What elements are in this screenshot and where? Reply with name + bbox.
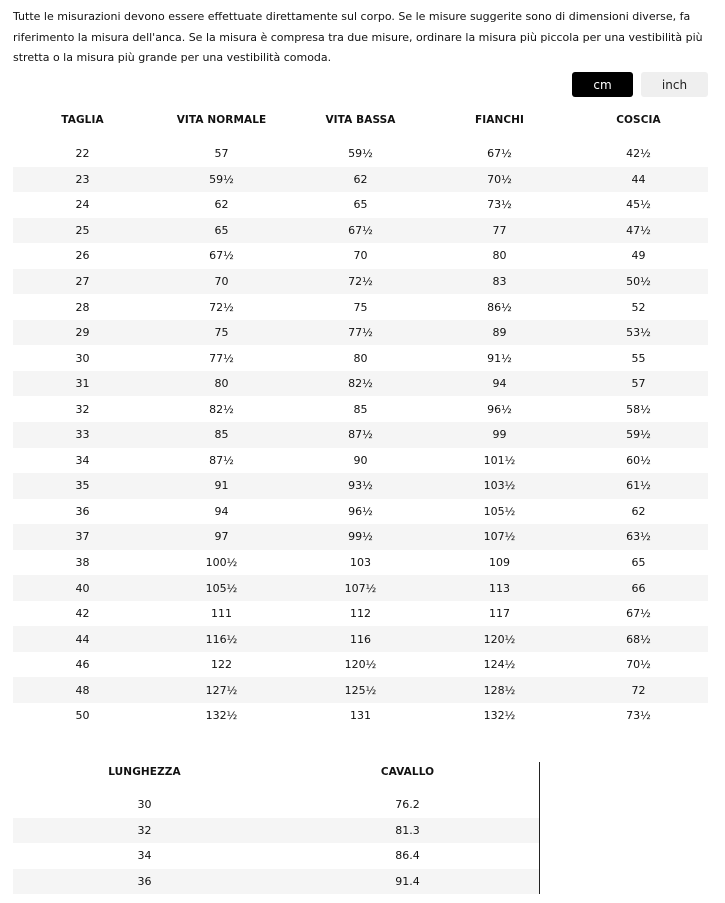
table-cell: 50 [75, 709, 90, 723]
table-cell: 68½ [626, 632, 651, 646]
unit-inch-button[interactable]: inch [641, 72, 708, 97]
table-cell: 36 [137, 874, 152, 888]
table-cell: 112 [350, 607, 371, 621]
table-row [13, 703, 708, 729]
table-cell: 70½ [626, 658, 651, 672]
table-cell: 87½ [209, 453, 234, 467]
table-cell: 120½ [483, 632, 516, 646]
table-cell: 86½ [487, 300, 512, 314]
table-row [13, 677, 708, 703]
length-table-header [13, 756, 539, 788]
table-cell: 81.3 [395, 823, 420, 837]
table-cell: 127½ [205, 683, 238, 697]
table-row [13, 269, 708, 295]
table-cell: 62 [214, 198, 229, 212]
table-row [13, 792, 539, 818]
table-cell: 122 [211, 658, 232, 672]
table-cell: 32 [137, 823, 152, 837]
table-cell: 76.2 [395, 798, 420, 812]
table-cell: 77 [492, 223, 507, 237]
unit-cm-button[interactable]: cm [572, 72, 633, 97]
table-cell: 87½ [348, 428, 373, 442]
table-cell: 59½ [626, 428, 651, 442]
table-cell: 57 [631, 377, 646, 391]
table-cell: 27 [75, 275, 90, 288]
table-row [13, 448, 708, 474]
table-row [13, 192, 708, 218]
table-row [13, 141, 708, 167]
table-cell: 72½ [209, 300, 234, 314]
table-cell: 80 [214, 377, 229, 391]
table-cell: 50½ [626, 275, 651, 288]
table-cell: 26 [75, 249, 90, 263]
table-cell: 65 [214, 223, 229, 237]
table-cell: 57 [214, 147, 229, 161]
table-cell: 103 [350, 556, 371, 570]
table-cell: 103½ [483, 479, 516, 493]
table-cell: 91 [214, 479, 229, 493]
table-row [13, 167, 708, 193]
table-cell: 132½ [483, 709, 516, 723]
table-row [13, 396, 708, 422]
table-cell: 62 [631, 504, 646, 518]
column-header-cavallo: CAVALLO [380, 766, 435, 778]
table-row [13, 550, 708, 576]
table-row [13, 652, 708, 678]
table-cell: 96½ [348, 504, 373, 518]
table-cell: 22 [75, 147, 90, 161]
table-cell: 105½ [205, 581, 238, 595]
table-cell: 96½ [487, 402, 512, 416]
table-cell: 63½ [626, 530, 651, 544]
table-cell: 131 [350, 709, 371, 723]
table-cell: 34 [137, 849, 152, 863]
table-cell: 86.4 [395, 849, 420, 863]
table-cell: 42½ [626, 147, 651, 161]
table-cell: 25 [75, 223, 90, 237]
table-cell: 67½ [209, 249, 234, 263]
table-cell: 65 [353, 198, 368, 212]
table-cell: 94 [214, 504, 229, 518]
table-cell: 93½ [348, 479, 373, 493]
unit-toggle [572, 72, 708, 97]
table-cell: 46 [75, 658, 90, 672]
table-cell: 37 [75, 530, 90, 544]
table-cell: 65 [631, 556, 646, 570]
table-cell: 31 [75, 377, 90, 391]
table-cell: 28 [75, 300, 90, 314]
table-cell: 62 [353, 172, 368, 186]
table-cell: 73½ [487, 198, 512, 212]
table-cell: 44 [631, 172, 646, 186]
column-header-fianchi: FIANCHI [474, 114, 525, 126]
table-cell: 70 [214, 275, 229, 288]
table-cell: 125½ [344, 683, 377, 697]
table-cell: 73½ [626, 709, 651, 723]
table-cell: 53½ [626, 326, 651, 340]
table-cell: 70 [353, 249, 368, 263]
table-cell: 77½ [209, 351, 234, 365]
table-cell: 132½ [205, 709, 238, 723]
table-cell: 128½ [483, 683, 516, 697]
table-cell: 101½ [483, 453, 516, 467]
table-cell: 94 [492, 377, 507, 391]
table-row [13, 818, 539, 844]
table-cell: 105½ [483, 504, 516, 518]
column-header-taglia: TAGLIA [61, 114, 104, 126]
table-row [13, 499, 708, 525]
table-cell: 40 [75, 581, 90, 595]
table-row [13, 218, 708, 244]
table-cell: 30 [137, 798, 152, 812]
table-cell: 107½ [483, 530, 516, 544]
table-row [13, 524, 708, 550]
table-cell: 67½ [487, 147, 512, 161]
table-cell: 80 [353, 351, 368, 365]
table-cell: 111 [211, 607, 232, 621]
table-cell: 55 [631, 351, 646, 365]
table-cell: 82½ [348, 377, 373, 391]
table-cell: 116½ [205, 632, 238, 646]
table-cell: 124½ [483, 658, 516, 672]
size-table [13, 103, 708, 729]
table-cell: 38 [75, 556, 90, 570]
table-cell: 99 [492, 428, 507, 442]
table-cell: 66 [631, 581, 646, 595]
table-cell: 70½ [487, 172, 512, 186]
table-cell: 36 [75, 504, 90, 518]
table-divider [539, 762, 540, 894]
table-row [13, 843, 539, 869]
table-cell: 116 [350, 632, 371, 646]
table-cell: 100½ [205, 556, 238, 570]
table-cell: 72 [631, 683, 646, 697]
table-cell: 32 [75, 402, 90, 416]
column-header-vita-normale: VITA NORMALE [176, 114, 267, 126]
table-cell: 72½ [348, 275, 373, 288]
table-cell: 75 [214, 326, 229, 340]
table-cell: 29 [75, 326, 90, 340]
table-cell: 85 [214, 428, 229, 442]
table-row [13, 869, 539, 895]
table-cell: 117 [489, 607, 510, 621]
table-cell: 59½ [348, 147, 373, 161]
table-cell: 91.4 [395, 874, 420, 888]
table-cell: 113 [489, 581, 510, 595]
table-row [13, 345, 708, 371]
table-cell: 67½ [626, 607, 651, 621]
table-row [13, 601, 708, 627]
table-cell: 83 [492, 275, 507, 288]
size-guide-instructions: Tutte le misurazioni devono essere effettuate direttamente sul corpo. Se le misure suggerite sono di dimensioni diverse, fa riferimento la misura dell'anca. Se la misura è compresa tra due misure, ordinare la misura più piccola per una vestibilità più stretta o la misura più grande per una vestibilità comoda. [13, 10, 703, 64]
table-cell: 23 [75, 172, 90, 186]
size-table-header [13, 103, 708, 137]
table-row [13, 473, 708, 499]
table-cell: 75 [353, 300, 368, 314]
table-cell: 45½ [626, 198, 651, 212]
table-cell: 59½ [209, 172, 234, 186]
table-cell: 91½ [487, 351, 512, 365]
table-cell: 89 [492, 326, 507, 340]
table-cell: 67½ [348, 223, 373, 237]
table-row [13, 575, 708, 601]
table-cell: 85 [353, 402, 368, 416]
table-cell: 80 [492, 249, 507, 263]
length-table [13, 756, 539, 894]
table-cell: 49 [631, 249, 646, 263]
column-header-lunghezza: LUNGHEZZA [108, 766, 181, 778]
table-cell: 61½ [626, 479, 651, 493]
table-cell: 90 [353, 453, 368, 467]
table-cell: 24 [75, 198, 90, 212]
table-row [13, 371, 708, 397]
table-cell: 48 [75, 683, 90, 697]
table-cell: 42 [75, 607, 90, 621]
table-cell: 44 [75, 632, 90, 646]
table-row [13, 320, 708, 346]
table-cell: 97 [214, 530, 229, 544]
table-cell: 77½ [348, 326, 373, 340]
table-row [13, 294, 708, 320]
column-header-coscia: COSCIA [616, 114, 661, 126]
table-cell: 52 [631, 300, 646, 314]
table-cell: 107½ [344, 581, 377, 595]
table-row [13, 243, 708, 269]
table-cell: 99½ [348, 530, 373, 544]
table-cell: 120½ [344, 658, 377, 672]
column-header-vita-bassa: VITA BASSA [325, 114, 396, 126]
table-row [13, 626, 708, 652]
table-cell: 35 [75, 479, 90, 493]
table-cell: 82½ [209, 402, 234, 416]
table-cell: 30 [75, 351, 90, 365]
table-cell: 34 [75, 453, 90, 467]
table-cell: 109 [489, 556, 510, 570]
table-cell: 33 [75, 428, 90, 442]
table-cell: 58½ [626, 402, 651, 416]
table-row [13, 422, 708, 448]
table-cell: 60½ [626, 453, 651, 467]
table-cell: 47½ [626, 223, 651, 237]
